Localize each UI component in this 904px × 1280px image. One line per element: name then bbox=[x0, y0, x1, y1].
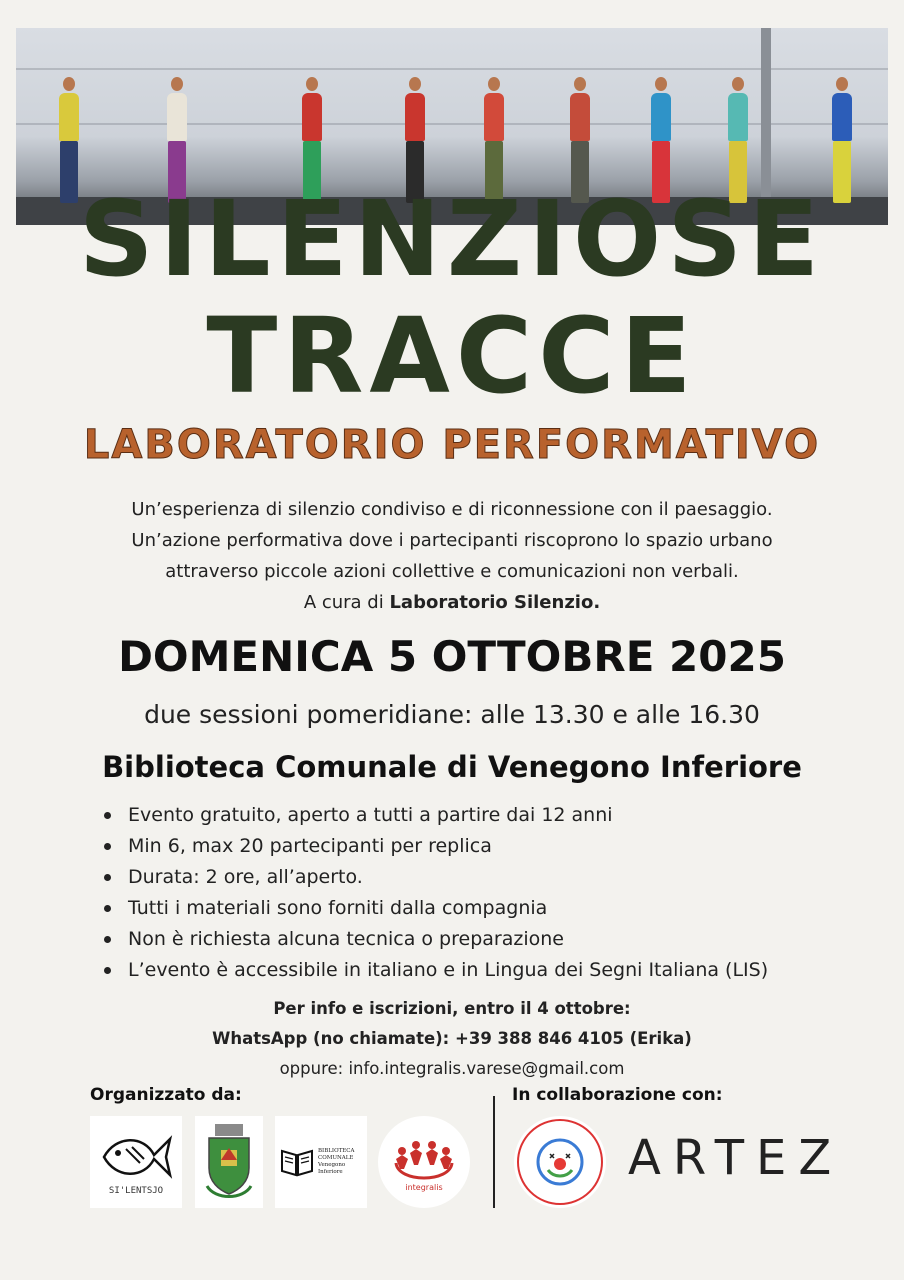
curator-prefix: A cura di bbox=[303, 592, 390, 613]
bullet-icon bbox=[104, 967, 111, 974]
bullet-icon bbox=[104, 905, 111, 912]
silentsjo-logo-text: SI'LENTSJO bbox=[108, 1185, 164, 1196]
bullet-icon bbox=[104, 812, 111, 819]
clown-face-icon bbox=[516, 1118, 604, 1206]
library-logo bbox=[275, 1116, 367, 1208]
collaborators-label: In collaborazione con: bbox=[512, 1085, 723, 1105]
title-line-2: TRACCE bbox=[206, 295, 698, 417]
contact-info bbox=[0, 994, 904, 1084]
silentsjo-logo bbox=[90, 1116, 182, 1208]
curator-line bbox=[40, 587, 864, 618]
intro-text bbox=[40, 494, 864, 618]
subtitle: LABORATORIO PERFORMATIVO bbox=[83, 422, 821, 468]
curator-name: Laboratorio Silenzio. bbox=[389, 592, 601, 613]
email-contact: oppure: info.integralis.varese@gmail.com bbox=[279, 1059, 625, 1078]
coat-of-arms-icon bbox=[201, 1120, 257, 1204]
event-sessions: due sessioni pomeridiane: alle 13.30 e alle 16.30 bbox=[144, 700, 760, 729]
library-logo-text: BIBLIOTECA COMUNALE Venegono Inferiore bbox=[318, 1148, 355, 1175]
list-item: Min 6, max 20 partecipanti per replica bbox=[128, 831, 768, 862]
event-venue: Biblioteca Comunale di Venegono Inferiore bbox=[102, 750, 802, 784]
logo-divider bbox=[493, 1096, 495, 1208]
municipality-crest-logo bbox=[195, 1116, 263, 1208]
list-item: Durata: 2 ore, all’aperto. bbox=[128, 862, 768, 893]
colori-logo-text bbox=[514, 1116, 515, 1117]
event-date: DOMENICA 5 OTTOBRE 2025 bbox=[118, 632, 786, 681]
intro-line: Un’esperienza di silenzio condiviso e di riconnessione con il paesaggio. bbox=[131, 499, 773, 520]
list-item: L’evento è accessibile in italiano e in Lingua dei Segni Italiana (LIS) bbox=[128, 955, 768, 986]
title-line-1: SILENZIOSE bbox=[78, 178, 826, 300]
contact-heading: Per info e iscrizioni, entro il 4 ottobre: bbox=[273, 999, 631, 1018]
whatsapp-contact: WhatsApp (no chiamate): +39 388 846 4105 (Erika) bbox=[212, 1029, 692, 1048]
bullet-icon bbox=[104, 936, 111, 943]
colori-del-sorriso-logo bbox=[514, 1116, 606, 1208]
list-item: Tutti i materiali sono forniti dalla compagnia bbox=[128, 893, 768, 924]
people-circle-icon bbox=[388, 1133, 460, 1189]
bullet-icon bbox=[104, 874, 111, 881]
fish-icon bbox=[96, 1129, 176, 1184]
list-item: Evento gratuito, aperto a tutti a partire dai 12 anni bbox=[128, 800, 768, 831]
integralis-logo bbox=[378, 1116, 470, 1208]
intro-line: Un’azione performativa dove i partecipanti riscoprono lo spazio urbano bbox=[131, 530, 773, 551]
info-bullet-list bbox=[128, 800, 768, 986]
integralis-logo-text: integralis bbox=[405, 1182, 443, 1192]
organizers-label: Organizzato da: bbox=[90, 1085, 242, 1105]
book-icon bbox=[280, 1147, 314, 1177]
intro-line: attraverso piccole azioni collettive e comunicazioni non verbali. bbox=[165, 561, 739, 582]
artez-logo: ARTEZ bbox=[628, 1130, 844, 1186]
list-item: Non è richiesta alcuna tecnica o preparazione bbox=[128, 924, 768, 955]
bullet-icon bbox=[104, 843, 111, 850]
